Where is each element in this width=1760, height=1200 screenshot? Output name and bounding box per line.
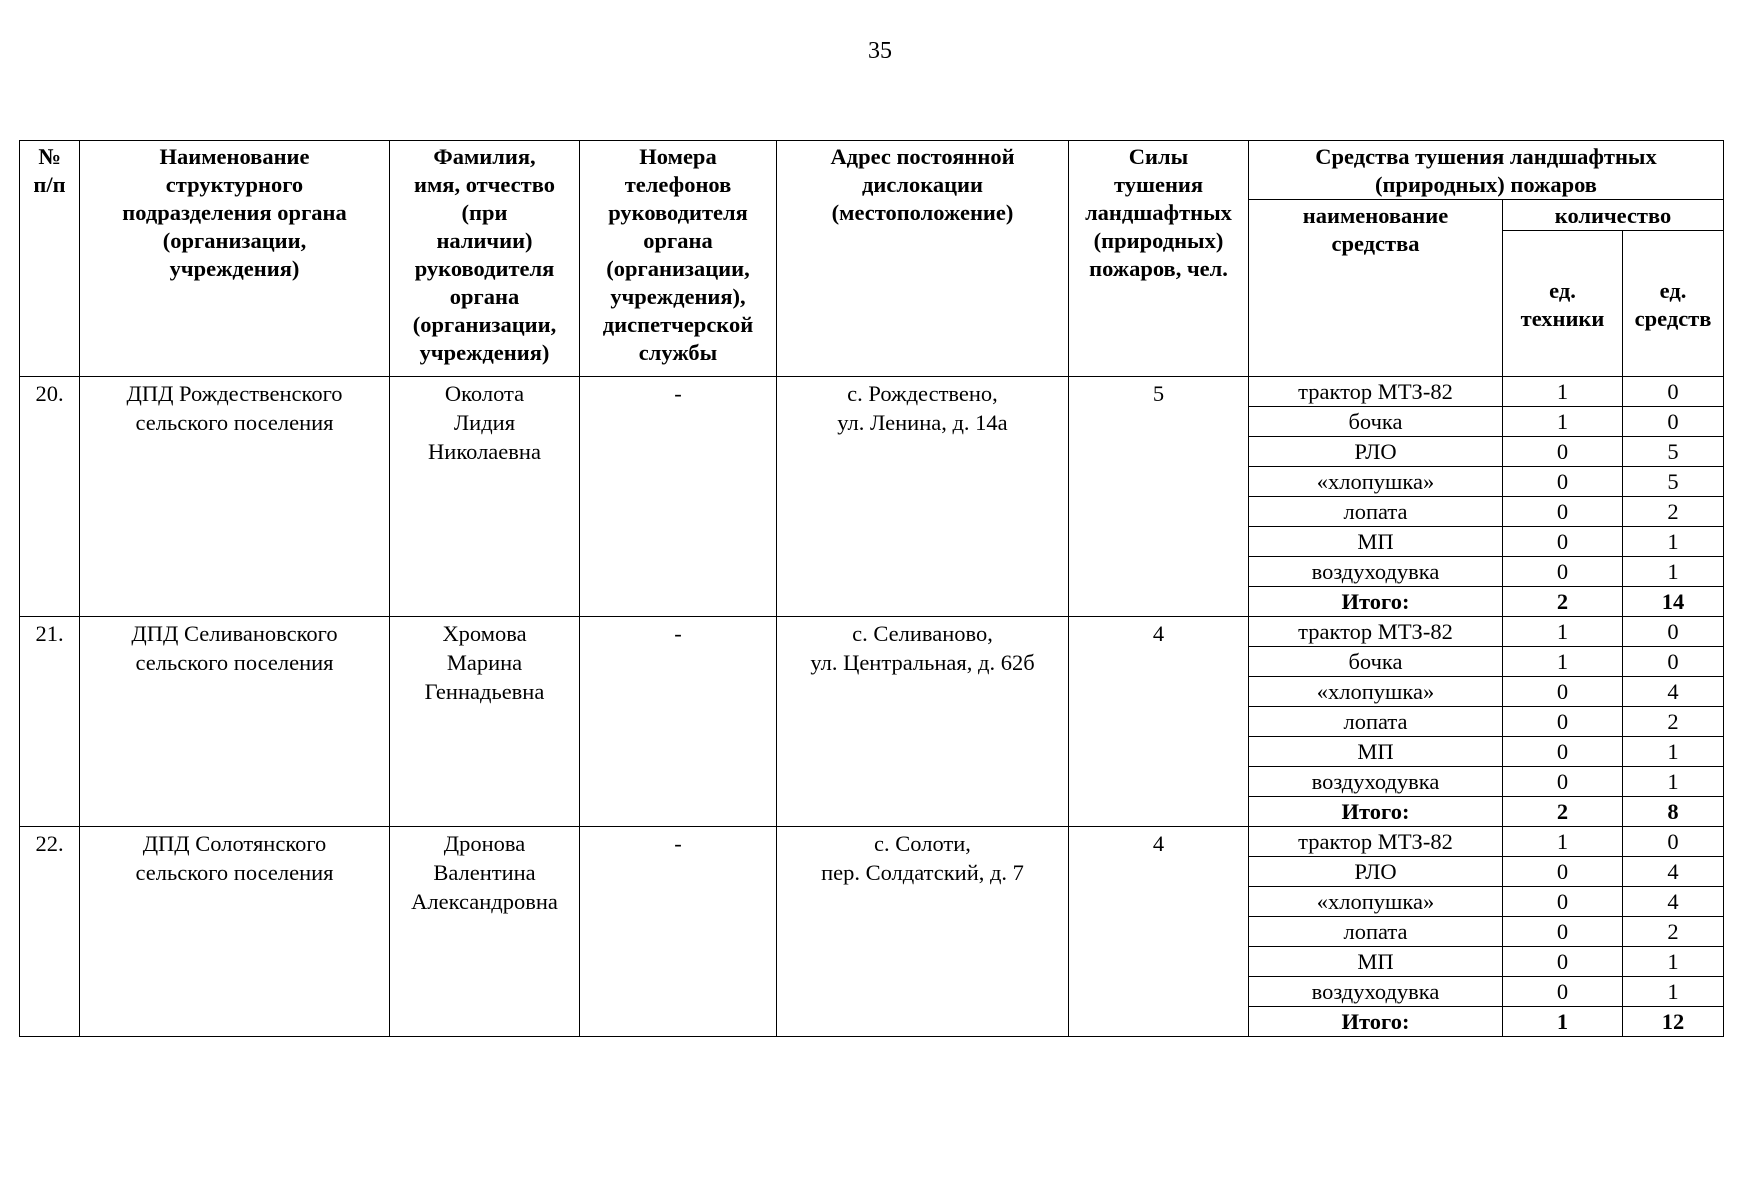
- fire-forces-table: [19, 140, 1724, 1037]
- head-name: [390, 377, 580, 617]
- qty-means: 2: [1623, 917, 1724, 947]
- total-means: 12: [1623, 1007, 1724, 1037]
- text-line: (местоположение): [831, 200, 1014, 225]
- text-line: ДПД Рождественского: [126, 381, 343, 406]
- means-name: РЛО: [1249, 437, 1503, 467]
- qty-tech: 0: [1503, 857, 1623, 887]
- qty-means: 0: [1623, 377, 1724, 407]
- text-line: Номера: [639, 144, 717, 169]
- total-label: Итого:: [1249, 587, 1503, 617]
- means-name: трактор МТЗ-82: [1249, 617, 1503, 647]
- text-line: сельского поселения: [135, 650, 334, 675]
- qty-tech: 0: [1503, 437, 1623, 467]
- address: [777, 377, 1069, 617]
- text-line: Александровна: [411, 889, 558, 914]
- text-line: Наименование: [159, 144, 310, 169]
- text-line: учреждения): [169, 256, 300, 281]
- qty-means: 5: [1623, 437, 1724, 467]
- phone: -: [580, 377, 777, 617]
- unit-name: [80, 827, 390, 1037]
- means-name: МП: [1249, 737, 1503, 767]
- header-qty-tech: [1503, 231, 1623, 377]
- qty-tech: 0: [1503, 947, 1623, 977]
- qty-means: 0: [1623, 407, 1724, 437]
- text-line: службы: [638, 340, 718, 365]
- phone: -: [580, 617, 777, 827]
- header-head-name: [390, 141, 580, 377]
- qty-tech: 0: [1503, 767, 1623, 797]
- text-line: ДПД Солотянского: [142, 831, 327, 856]
- table-row: [20, 827, 1724, 857]
- text-line: ул. Ленина, д. 14а: [837, 410, 1008, 435]
- text-line: ед.: [1659, 277, 1687, 303]
- total-means: 14: [1623, 587, 1724, 617]
- header-phones: [580, 141, 777, 377]
- address: [777, 617, 1069, 827]
- unit-name: [80, 377, 390, 617]
- qty-means: 1: [1623, 557, 1724, 587]
- qty-means: 0: [1623, 647, 1724, 677]
- table-row: [20, 377, 1724, 407]
- qty-tech: 0: [1503, 887, 1623, 917]
- text-line: Адрес постоянной: [830, 144, 1015, 169]
- text-line: учреждения): [419, 340, 550, 365]
- qty-means: 1: [1623, 947, 1724, 977]
- text-line: с. Рождествено,: [847, 381, 998, 406]
- text-line: сельского поселения: [135, 860, 334, 885]
- qty-means: 4: [1623, 887, 1724, 917]
- text-line: ул. Центральная, д. 62б: [810, 650, 1035, 675]
- means-name: «хлопушка»: [1249, 887, 1503, 917]
- text-line: наличии): [436, 228, 533, 253]
- text-line: Околота: [444, 381, 525, 406]
- means-name: воздуходувка: [1249, 977, 1503, 1007]
- qty-tech: 0: [1503, 917, 1623, 947]
- table-row: [20, 617, 1724, 647]
- text-line: руководителя: [414, 256, 555, 281]
- text-line: Фамилия,: [433, 144, 536, 169]
- means-name: воздуходувка: [1249, 767, 1503, 797]
- means-name: бочка: [1249, 407, 1503, 437]
- text-line: с. Солоти,: [874, 831, 971, 856]
- text-line: (организации,: [606, 256, 750, 281]
- total-tech: 2: [1503, 797, 1623, 827]
- means-name: лопата: [1249, 707, 1503, 737]
- text-line: Геннадьевна: [424, 679, 545, 704]
- text-line: с. Селиваново,: [852, 621, 993, 646]
- page-number: 35: [868, 38, 892, 64]
- means-name: РЛО: [1249, 857, 1503, 887]
- qty-tech: 0: [1503, 497, 1623, 527]
- address: [777, 827, 1069, 1037]
- phone: -: [580, 827, 777, 1037]
- total-label: Итого:: [1249, 1007, 1503, 1037]
- means-name: МП: [1249, 527, 1503, 557]
- means-name: МП: [1249, 947, 1503, 977]
- text-line: телефонов: [624, 172, 732, 197]
- text-line: Николаевна: [428, 439, 541, 464]
- text-line: №: [38, 144, 61, 169]
- means-name: «хлопушка»: [1249, 467, 1503, 497]
- text-line: ландшафтных: [1085, 200, 1232, 225]
- row-number: 21.: [20, 617, 80, 827]
- qty-means: 4: [1623, 677, 1724, 707]
- qty-means: 5: [1623, 467, 1724, 497]
- text-line: сельского поселения: [135, 410, 334, 435]
- text-line: Силы: [1128, 144, 1189, 169]
- means-name: трактор МТЗ-82: [1249, 377, 1503, 407]
- qty-means: 1: [1623, 737, 1724, 767]
- unit-name: [80, 617, 390, 827]
- total-means: 8: [1623, 797, 1724, 827]
- means-name: бочка: [1249, 647, 1503, 677]
- header-forces: [1069, 141, 1249, 377]
- total-label: Итого:: [1249, 797, 1503, 827]
- text-line: средств: [1634, 305, 1712, 331]
- header-address: [777, 141, 1069, 377]
- means-name: лопата: [1249, 497, 1503, 527]
- header-num: [20, 141, 80, 377]
- qty-tech: 1: [1503, 377, 1623, 407]
- forces-count: 4: [1069, 827, 1249, 1037]
- total-tech: 1: [1503, 1007, 1623, 1037]
- text-line: ед.: [1549, 277, 1576, 303]
- qty-tech: 0: [1503, 707, 1623, 737]
- total-tech: 2: [1503, 587, 1623, 617]
- text-line: тушения: [1113, 172, 1204, 197]
- qty-means: 2: [1623, 707, 1724, 737]
- means-name: «хлопушка»: [1249, 677, 1503, 707]
- text-line: Средства тушения ландшафтных: [1315, 144, 1657, 169]
- text-line: пожаров, чел.: [1089, 256, 1228, 281]
- qty-means: 1: [1623, 527, 1724, 557]
- header-means: [1249, 141, 1724, 200]
- header-means-qty: количество: [1503, 200, 1724, 231]
- qty-means: 2: [1623, 497, 1724, 527]
- qty-means: 0: [1623, 827, 1724, 857]
- text-line: учреждения),: [610, 284, 746, 309]
- text-line: (организации,: [412, 312, 557, 337]
- qty-tech: 0: [1503, 467, 1623, 497]
- qty-tech: 0: [1503, 557, 1623, 587]
- text-line: п/п: [33, 172, 66, 197]
- text-line: (природных) пожаров: [1375, 172, 1597, 197]
- text-line: органа: [449, 284, 520, 309]
- header-unit-name: [80, 141, 390, 377]
- means-name: лопата: [1249, 917, 1503, 947]
- header-qty-means: [1623, 231, 1724, 377]
- text-line: наименование: [1302, 203, 1449, 228]
- qty-tech: 0: [1503, 527, 1623, 557]
- forces-count: 4: [1069, 617, 1249, 827]
- row-number: 22.: [20, 827, 80, 1037]
- text-line: Хромова: [442, 621, 527, 646]
- qty-tech: 1: [1503, 617, 1623, 647]
- text-line: средства: [1331, 231, 1420, 256]
- qty-means: 1: [1623, 767, 1724, 797]
- text-line: (при: [461, 200, 508, 225]
- text-line: органа: [643, 228, 713, 253]
- text-line: (организации,: [162, 228, 307, 253]
- head-name: [390, 827, 580, 1037]
- qty-tech: 0: [1503, 677, 1623, 707]
- means-name: трактор МТЗ-82: [1249, 827, 1503, 857]
- text-line: ДПД Селивановского: [131, 621, 338, 646]
- text-line: Лидия: [453, 410, 516, 435]
- text-line: диспетчерской: [602, 312, 754, 337]
- qty-tech: 1: [1503, 407, 1623, 437]
- text-line: подразделения органа: [122, 200, 347, 225]
- text-line: Марина: [446, 650, 523, 675]
- text-line: дислокации: [862, 172, 983, 197]
- text-line: Дронова: [443, 831, 526, 856]
- text-line: техники: [1520, 305, 1605, 331]
- text-line: Валентина: [433, 860, 536, 885]
- qty-tech: 1: [1503, 647, 1623, 677]
- qty-tech: 0: [1503, 737, 1623, 767]
- text-line: структурного: [165, 172, 304, 197]
- header-means-name: [1249, 200, 1503, 377]
- text-line: пер. Солдатский, д. 7: [821, 860, 1024, 885]
- text-line: руководителя: [608, 200, 748, 225]
- qty-means: 1: [1623, 977, 1724, 1007]
- head-name: [390, 617, 580, 827]
- qty-means: 4: [1623, 857, 1724, 887]
- qty-tech: 0: [1503, 977, 1623, 1007]
- qty-means: 0: [1623, 617, 1724, 647]
- text-line: имя, отчество: [414, 172, 555, 197]
- means-name: воздуходувка: [1249, 557, 1503, 587]
- forces-count: 5: [1069, 377, 1249, 617]
- text-line: (природных): [1093, 228, 1224, 253]
- row-number: 20.: [20, 377, 80, 617]
- qty-tech: 1: [1503, 827, 1623, 857]
